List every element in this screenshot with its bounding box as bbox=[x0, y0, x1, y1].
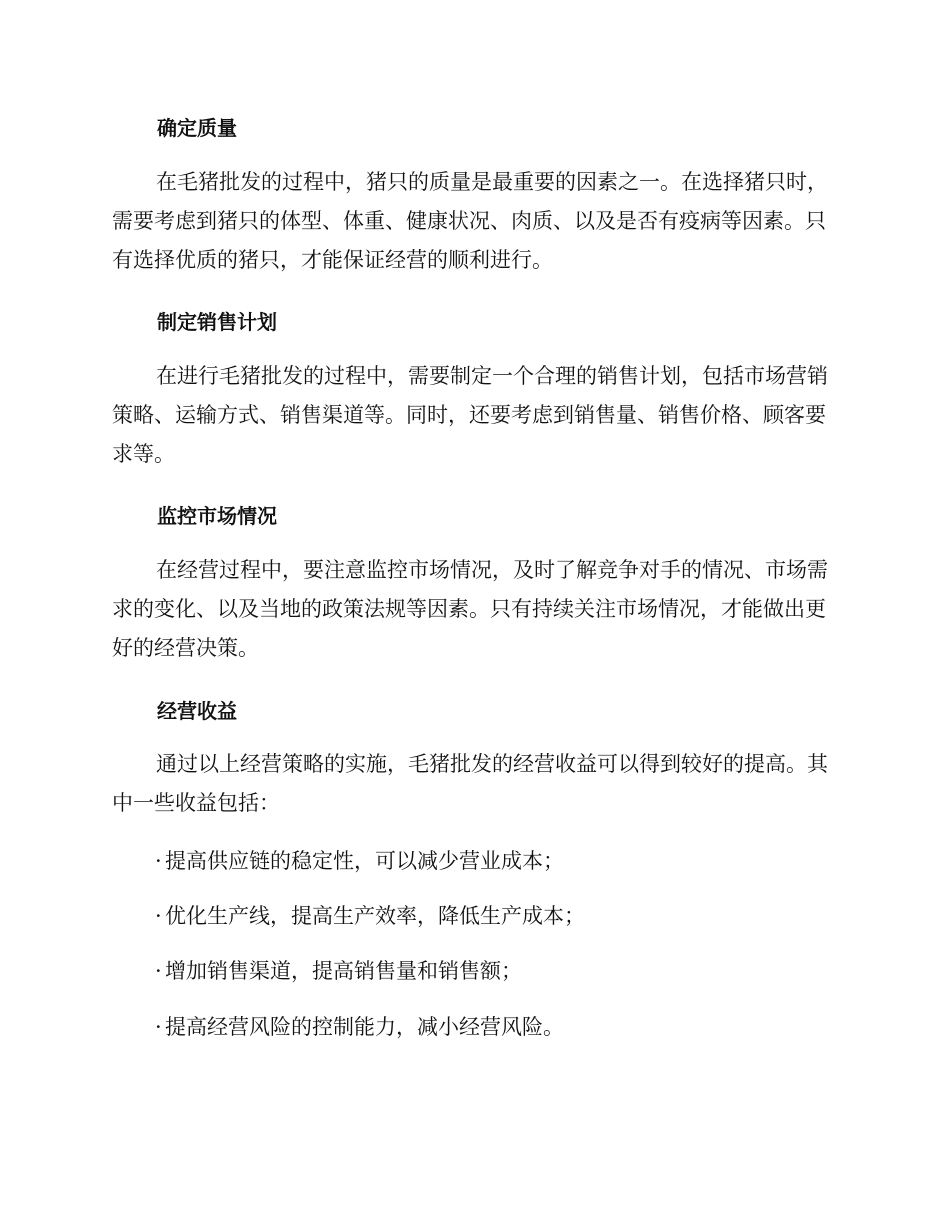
section-heading-quality: 确定质量 bbox=[157, 116, 237, 140]
bullet-marker: · bbox=[155, 849, 162, 873]
bullet-marker: · bbox=[155, 959, 162, 983]
section-heading-market-monitoring: 监控市场情况 bbox=[157, 504, 277, 528]
section-paragraph-revenue: 通过以上经营策略的实施，毛猪批发的经营收益可以得到较好的提高。其中一些收益包括： bbox=[112, 752, 828, 815]
list-item bbox=[155, 956, 835, 986]
section-paragraph-sales-plan: 在进行毛猪批发的过程中，需要制定一个合理的销售计划，包括市场营销策略、运输方式、销售渠道等。同时，还要考虑到销售量、销售价格、顾客要求等。 bbox=[112, 364, 828, 466]
section-heading-revenue: 经营收益 bbox=[157, 699, 237, 723]
list-item-text: 优化生产线，提高生产效率，降低生产成本； bbox=[165, 904, 585, 928]
list-item bbox=[155, 1012, 835, 1042]
list-item bbox=[155, 846, 835, 876]
bullet-marker: · bbox=[155, 904, 162, 928]
list-item-text: 提高经营风险的控制能力，减小经营风险。 bbox=[165, 1015, 564, 1039]
list-item bbox=[155, 901, 835, 931]
section-heading-sales-plan: 制定销售计划 bbox=[157, 310, 277, 334]
section-paragraph-quality: 在毛猪批发的过程中，猪只的质量是最重要的因素之一。在选择猪只时，需要考虑到猪只的体型、体重、健康状况、肉质、以及是否有疫病等因素。只有选择优质的猪只，才能保证经营的顺利进行。 bbox=[112, 170, 828, 272]
bullet-marker: · bbox=[155, 1015, 162, 1039]
list-item-text: 增加销售渠道，提高销售量和销售额； bbox=[165, 959, 522, 983]
list-item-text: 提高供应链的稳定性，可以减少营业成本； bbox=[165, 849, 564, 873]
section-paragraph-market-monitoring: 在经营过程中，要注意监控市场情况，及时了解竞争对手的情况、市场需求的变化、以及当地的政策法规等因素。只有持续关注市场情况，才能做出更好的经营决策。 bbox=[112, 558, 828, 660]
